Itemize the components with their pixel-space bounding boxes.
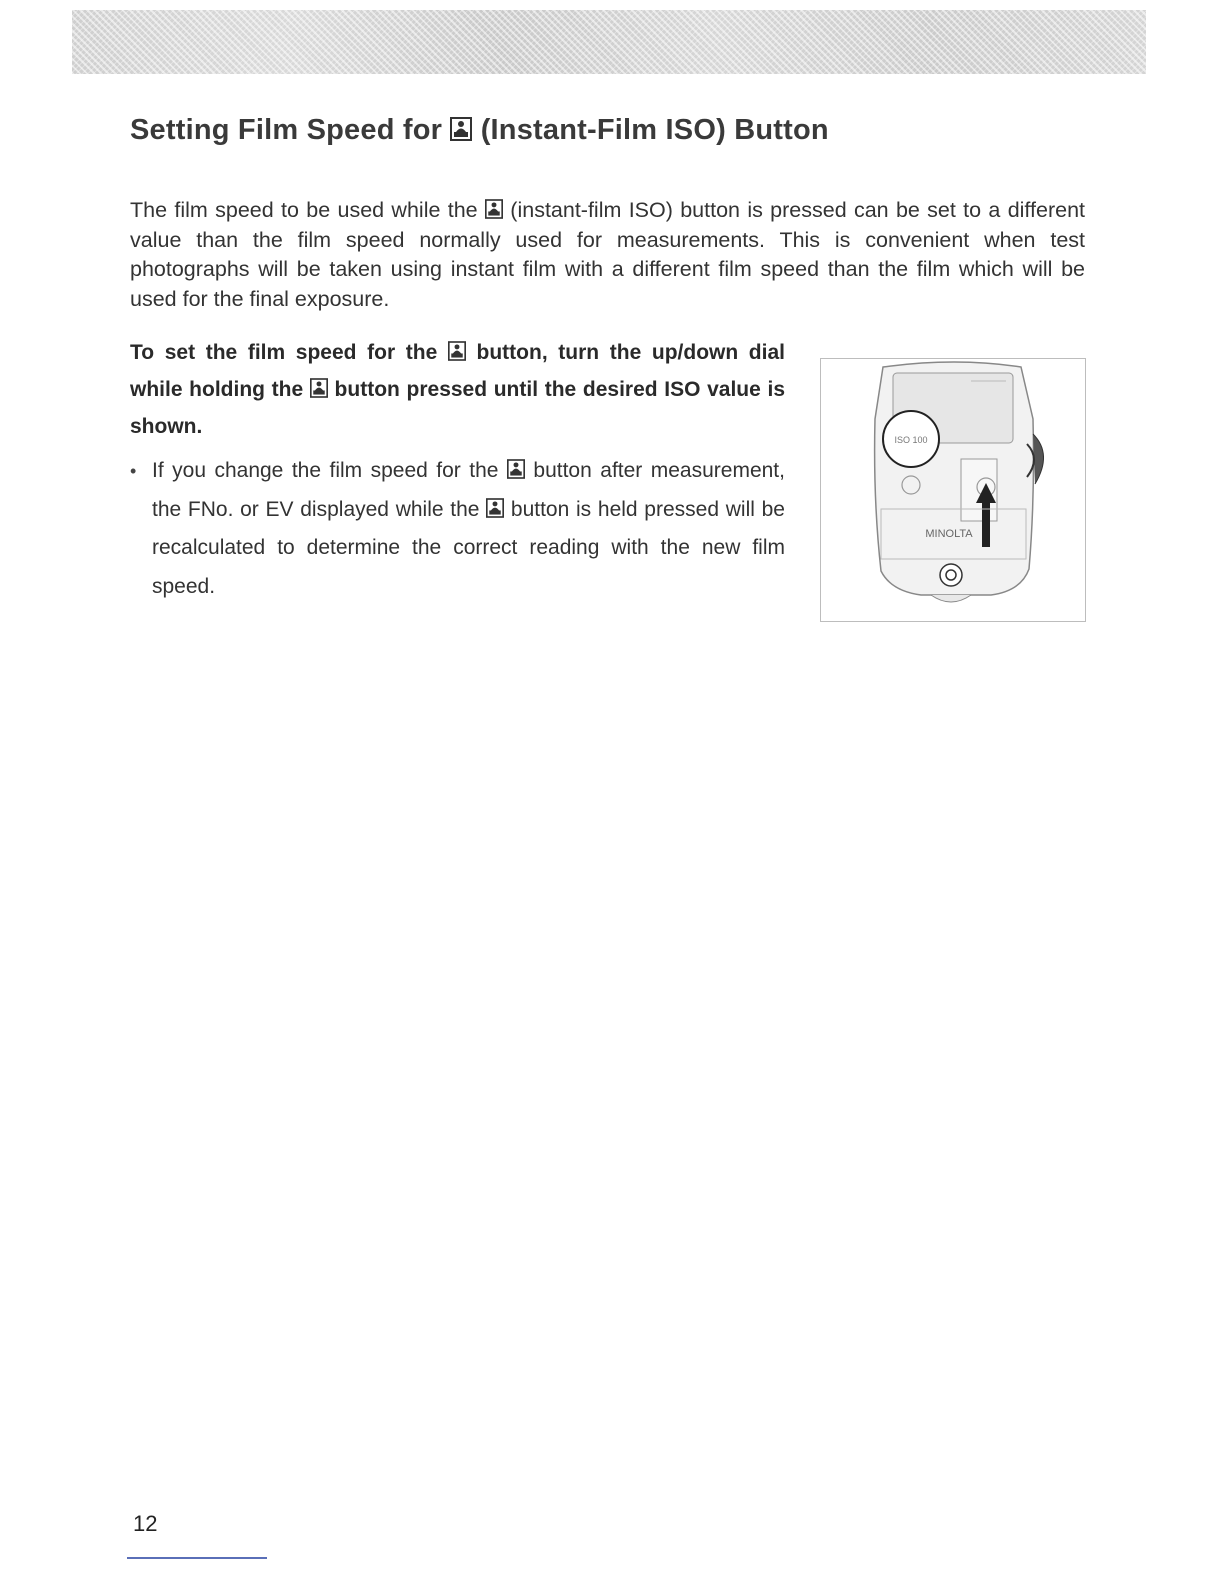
instruction-text-2: button, turn the up/down dial while holding the [130, 341, 785, 401]
instruction-paragraph [130, 334, 785, 445]
instant-film-iso-icon [450, 117, 472, 141]
intro-paragraph [130, 196, 1085, 314]
instruction-text-3: button pressed until the desired ISO value is shown. [130, 378, 786, 438]
intro-text-1: The film speed to be used while the [130, 198, 478, 222]
note-text-2: button after measurement, the FNo. or EV displayed while the [152, 459, 785, 521]
figure-display-label: ISO 100 [894, 435, 928, 445]
instant-film-iso-icon [507, 459, 525, 479]
intro-text-2: (instant-film ISO) button is pressed can be set to a different value than the film speed normally used for measurements. This is convenient when test photographs will be taken using instant film with a different film speed than the film which will be used for the final exposure. [130, 198, 1085, 311]
instant-film-iso-icon [310, 378, 328, 398]
note-paragraph [130, 452, 785, 606]
instant-film-iso-icon [448, 341, 466, 361]
note-text-3: button is held pressed will be recalculated to determine the correct reading with the new film speed. [152, 497, 785, 598]
footer-rule [127, 1557, 267, 1559]
instant-film-iso-icon [486, 498, 504, 518]
light-meter-illustration [820, 358, 1086, 622]
page-title [130, 114, 829, 147]
title-prefix: Setting Film Speed for [130, 114, 443, 146]
instant-film-iso-icon [485, 199, 503, 219]
header-band [72, 10, 1146, 74]
note-bullet: • [130, 461, 137, 481]
instruction-text-1: To set the film speed for the [130, 341, 438, 364]
note-text-1: If you change the film speed for the [152, 459, 499, 482]
page-number: 12 [133, 1511, 158, 1536]
figure-brand-label: MINOLTA [925, 528, 973, 540]
title-suffix: (Instant-Film ISO) Button [480, 114, 829, 146]
